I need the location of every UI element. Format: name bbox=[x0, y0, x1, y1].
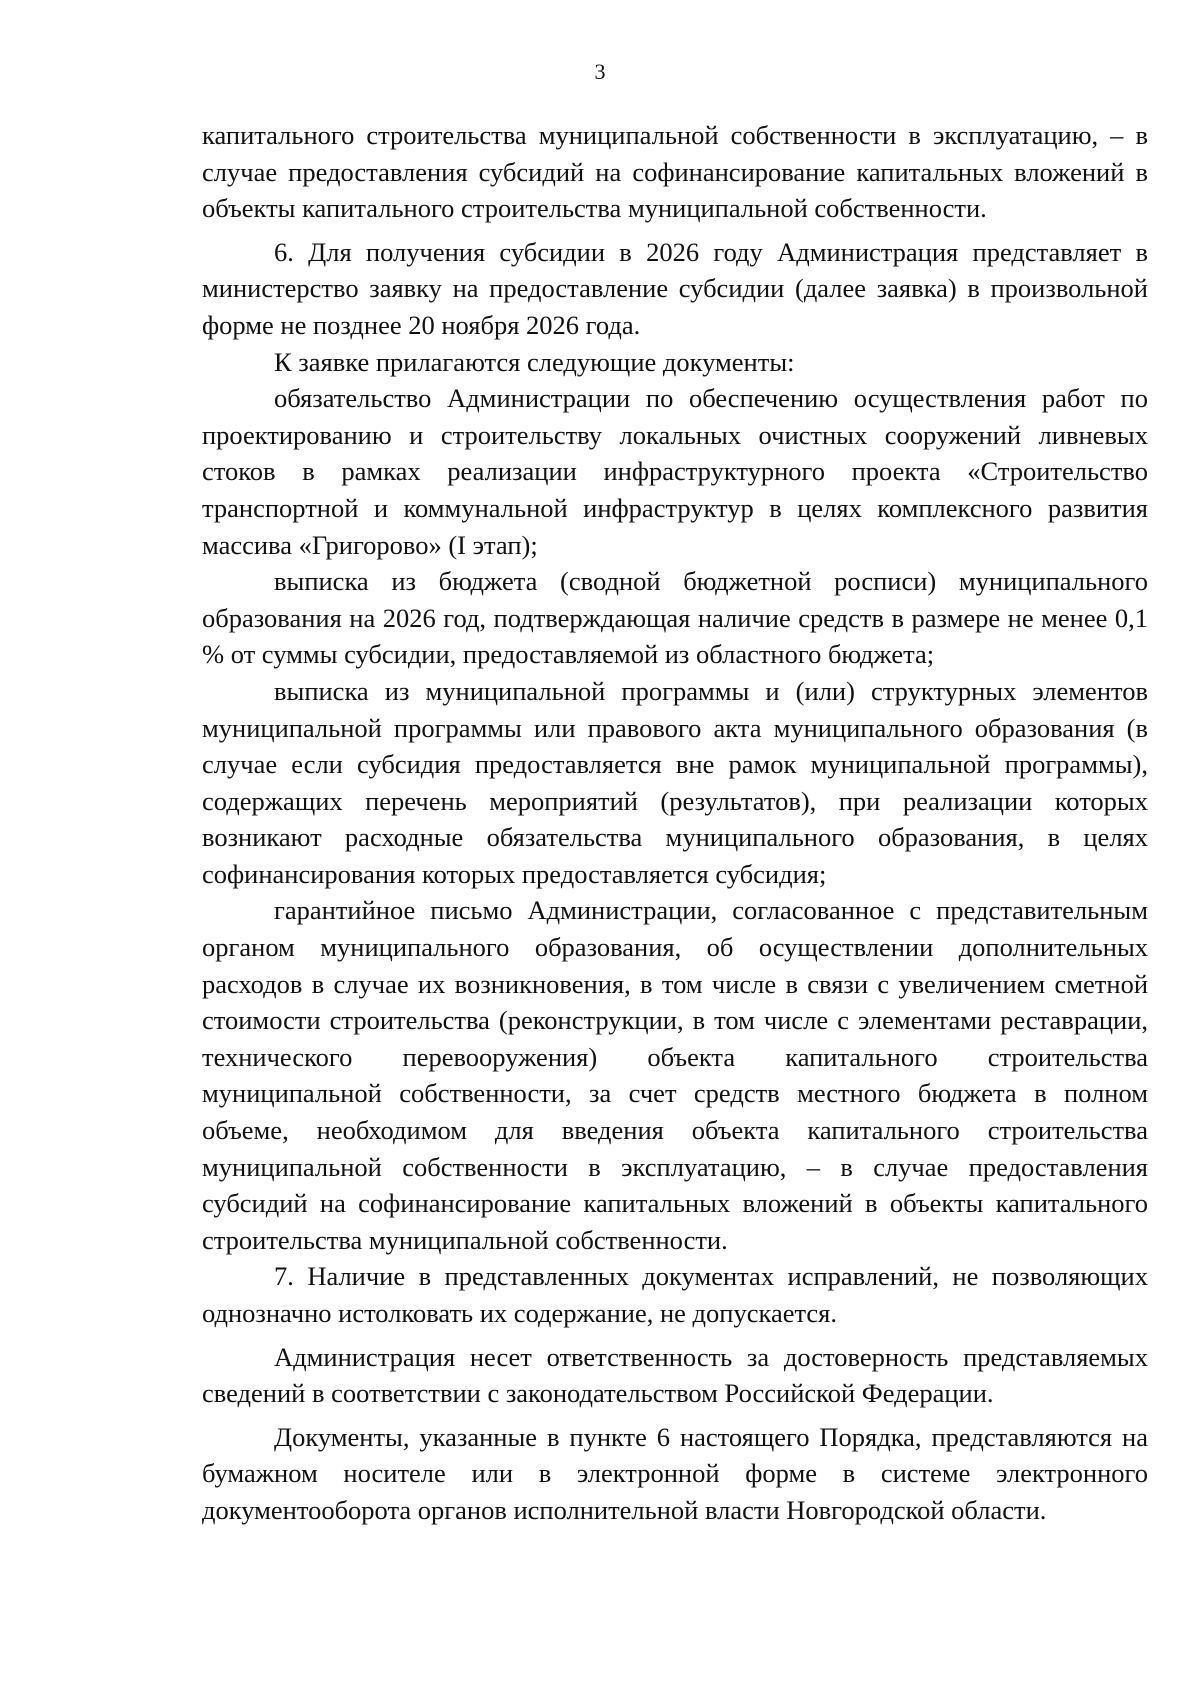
paragraph-responsibility: Администрация несет ответственность за достоверность представляемых сведений в соответствии с законодательством Российской Федерации. bbox=[202, 1341, 1148, 1409]
paragraph-budget-extract: выписка из бюджета (сводной бюджетной росписи) муниципального образования на 2026 год, подтверждающая наличие средств в размере не менее 0,1 % от суммы субсидии, предоставляемой из областного бюджета; bbox=[202, 566, 1148, 670]
document-body bbox=[202, 117, 1148, 1529]
paragraph-program-extract: выписка из муниципальной программы и (или) структурных элементов муниципальной программы или правового акта муниципального образования (в случае если субсидия предоставляется вне рамок муниципальной программы), содержащих перечень мероприятий (результатов), при реализации которых возникают расходные обязательства муниципального образования, в целях софинансирования которых предоставляется субсидия; bbox=[202, 675, 1148, 889]
paragraph-item-6: 6. Для получения субсидии в 2026 году Администрация представляет в министерство заявку на предоставление субсидии (далее заявка) в произвольной форме не позднее 20 ноября 2026 года. bbox=[202, 236, 1148, 340]
paragraph-submission-form: Документы, указанные в пункте 6 настоящего Порядка, представляются на бумажном носителе или в электронной форме в системе электронного документооборота органов исполнительной власти Новгородской области. bbox=[202, 1421, 1148, 1525]
page-number: 3 bbox=[594, 59, 606, 84]
paragraph-obligation: обязательство Администрации по обеспечению осуществления работ по проектированию и строительству локальных очистных сооружений ливневых стоков в рамках реализации инфраструктурного проекта «Строительство транспортной и коммунальной инфраструктур в целях комплексного развития массива «Григорово» (I этап); bbox=[202, 383, 1148, 560]
paragraph-continuation: капитального строительства муниципальной собственности в эксплуатацию, – в случае предоставления субсидий на софинансирование капитальных вложений в объекты капитального строительства муниципальной собственности. bbox=[202, 120, 1148, 224]
paragraph-attachments-intro: К заявке прилагаются следующие документы: bbox=[274, 346, 795, 377]
paragraph-guarantee-letter: гарантийное письмо Администрации, согласованное с представительным органом муниципального образования, об осуществлении дополнительных расходов в случае их возникновения, в том числе в связи с увеличением сметной стоимости строительства (реконструкции, в том числе с элементами реставрации, технического перевооружения) объекта капитального строительства муниципальной собственности, за счет средств местного бюджета в полном объеме, необходимом для введения объекта капитального строительства муниципальной собственности в эксплуатацию, – в случае предоставления субсидий на софинансирование капитальных вложений в объекты капитального строительства муниципальной собственности. bbox=[202, 895, 1148, 1255]
paragraph-item-7: 7. Наличие в представленных документах исправлений, не позволяющих однозначно истолковать их содержание, не допускается. bbox=[202, 1261, 1148, 1328]
